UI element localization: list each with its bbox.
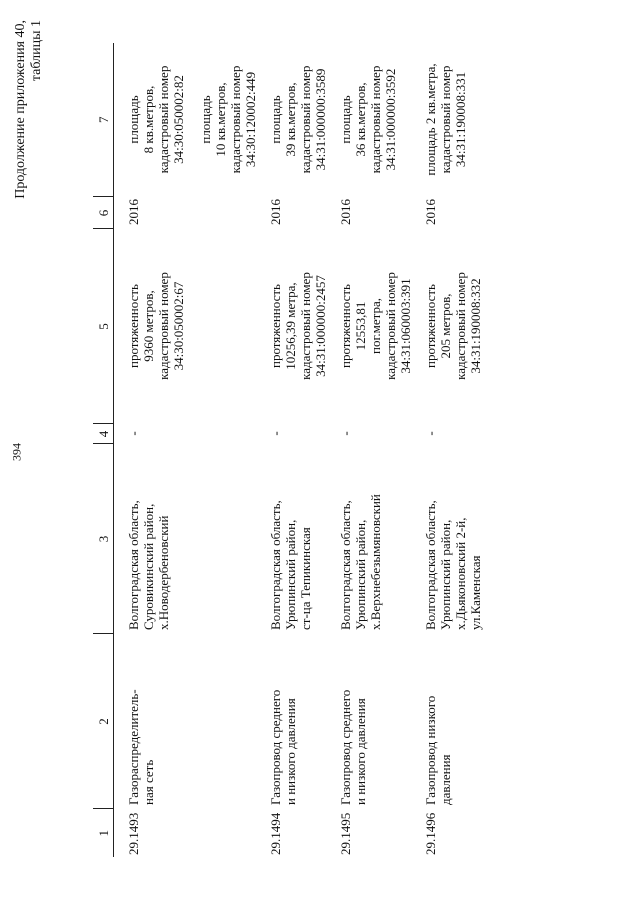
column-header-6: 6 bbox=[93, 197, 114, 229]
table-row bbox=[413, 43, 483, 857]
land-plot-line: кадастровый номер bbox=[298, 65, 313, 174]
land-plot-spacer bbox=[186, 46, 198, 193]
land-plot-line: 34:31:000000:3589 bbox=[313, 68, 328, 171]
heading-line-2: таблицы 1 bbox=[29, 20, 44, 82]
characteristics-line: 10256,39 метра, bbox=[283, 282, 298, 370]
land-plot-line: кадастровый номер bbox=[368, 65, 383, 174]
land-plot-info bbox=[258, 43, 328, 197]
object-characteristics bbox=[328, 229, 413, 424]
object-name-line: давления bbox=[438, 754, 453, 805]
characteristics-line: протяженность bbox=[338, 284, 353, 368]
address-line: х.Новодербеновский bbox=[156, 515, 171, 630]
table-row bbox=[328, 43, 413, 857]
object-address bbox=[258, 444, 328, 634]
address-line: х.Верхнебезымяновский bbox=[368, 494, 383, 630]
object-name bbox=[258, 634, 328, 809]
land-plot-line: площадь bbox=[268, 95, 283, 144]
land-plot-line: 34:31:190008:331 bbox=[453, 71, 468, 168]
characteristics-line: 12553,81 bbox=[353, 301, 368, 351]
land-plot-line: кадастровый номер bbox=[156, 65, 171, 174]
address-line: Урюпинский район, bbox=[353, 519, 368, 630]
object-name bbox=[114, 634, 259, 809]
object-characteristics bbox=[114, 229, 259, 424]
row-number: 29.1494 bbox=[268, 812, 283, 855]
column-header-5: 5 bbox=[93, 229, 114, 424]
characteristics-line: протяженность bbox=[268, 284, 283, 368]
page-number: 394 bbox=[9, 443, 24, 461]
characteristics-line: 205 метров, bbox=[438, 293, 453, 359]
object-name-line: Газораспределитель- bbox=[126, 689, 141, 805]
land-plot-line: 10 кв.метров, bbox=[213, 82, 228, 157]
characteristics-line: кадастровый номер bbox=[156, 272, 171, 380]
object-name-line: Газопровод низкого bbox=[423, 695, 438, 805]
address-line: Урюпинский район, bbox=[283, 519, 298, 630]
address-line: Волгоградская область, bbox=[268, 500, 283, 630]
object-name-line: ная сеть bbox=[141, 759, 156, 805]
characteristics-line: протяженность bbox=[126, 284, 141, 368]
land-plot-line: 36 кв.метров, bbox=[353, 82, 368, 157]
object-characteristics bbox=[413, 229, 483, 424]
land-plot-line: площадь 2 кв.метра, bbox=[423, 63, 438, 176]
year: 2016 bbox=[126, 199, 141, 225]
land-plot-line: площадь bbox=[338, 95, 353, 144]
column-header-2: 2 bbox=[93, 634, 114, 809]
land-plot-line: 34:30:050002:82 bbox=[171, 75, 186, 164]
land-plot-line: 34:31:000000:3592 bbox=[383, 68, 398, 171]
object-name-line: и низкого давления bbox=[283, 698, 298, 805]
object-name bbox=[413, 634, 483, 809]
continuation-heading bbox=[13, 20, 45, 199]
land-plot-line: площадь bbox=[126, 95, 141, 144]
row-number: 29.1495 bbox=[338, 812, 353, 855]
year: 2016 bbox=[423, 199, 438, 225]
address-line: Суровикинский район, bbox=[141, 503, 156, 630]
object-name-line: Газопровод среднего bbox=[338, 689, 353, 805]
address-line: х.Дьяконовский 2-й, bbox=[453, 517, 468, 630]
column-number-row bbox=[93, 43, 114, 857]
land-plot-info bbox=[328, 43, 413, 197]
address-line: Волгоградская область, bbox=[126, 500, 141, 630]
object-characteristics bbox=[258, 229, 328, 424]
land-plot-line: 39 кв.метров, bbox=[283, 82, 298, 157]
address-line: ул.Каменская bbox=[468, 555, 483, 630]
address-line: ст-ца Тепикинская bbox=[298, 527, 313, 630]
land-plot-line: площадь bbox=[198, 95, 213, 144]
characteristics-line: 34:30:050002:67 bbox=[171, 281, 186, 371]
column-header-3: 3 bbox=[93, 444, 114, 634]
characteristics-line: кадастровый номер bbox=[453, 272, 468, 380]
column-4-value: - bbox=[268, 431, 283, 436]
objects-table bbox=[93, 43, 483, 857]
land-plot-info bbox=[114, 43, 259, 197]
year: 2016 bbox=[268, 199, 283, 225]
year: 2016 bbox=[338, 199, 353, 225]
column-4-value: - bbox=[126, 431, 141, 436]
row-number: 29.1493 bbox=[126, 812, 141, 855]
characteristics-line: пог.метра, bbox=[368, 298, 383, 354]
address-line: Волгоградская область, bbox=[338, 500, 353, 630]
land-plot-line: 34:30:120002:449 bbox=[243, 71, 258, 168]
characteristics-line: 34:31:000000:2457 bbox=[313, 275, 328, 377]
table-row bbox=[114, 43, 259, 857]
characteristics-line: кадастровый номер bbox=[298, 272, 313, 380]
land-plot-line: кадастровый номер bbox=[438, 65, 453, 174]
address-line: Урюпинский район, bbox=[438, 519, 453, 630]
object-name-line: Газопровод среднего bbox=[268, 689, 283, 805]
land-plot-line: кадастровый номер bbox=[228, 65, 243, 174]
object-address bbox=[114, 444, 259, 634]
object-name bbox=[328, 634, 413, 809]
column-header-4: 4 bbox=[93, 424, 114, 444]
column-header-7: 7 bbox=[93, 43, 114, 197]
object-name-line: и низкого давления bbox=[353, 698, 368, 805]
characteristics-line: кадастровый номер bbox=[383, 272, 398, 380]
land-plot-line: 8 кв.метров, bbox=[141, 85, 156, 154]
row-number: 29.1496 bbox=[423, 812, 438, 855]
characteristics-line: 34:31:190008:332 bbox=[468, 278, 483, 374]
object-address bbox=[413, 444, 483, 634]
object-address bbox=[328, 444, 413, 634]
characteristics-line: 9360 метров, bbox=[141, 290, 156, 362]
column-4-value: - bbox=[423, 431, 438, 436]
column-4-value: - bbox=[338, 431, 353, 436]
characteristics-line: 34:31:060003:391 bbox=[398, 278, 413, 374]
table-row bbox=[258, 43, 328, 857]
land-plot-info bbox=[413, 43, 483, 197]
address-line: Волгоградская область, bbox=[423, 500, 438, 630]
column-header-1: 1 bbox=[93, 809, 114, 857]
heading-line-1: Продолжение приложения 40, bbox=[13, 20, 28, 199]
characteristics-line: протяженность bbox=[423, 284, 438, 368]
